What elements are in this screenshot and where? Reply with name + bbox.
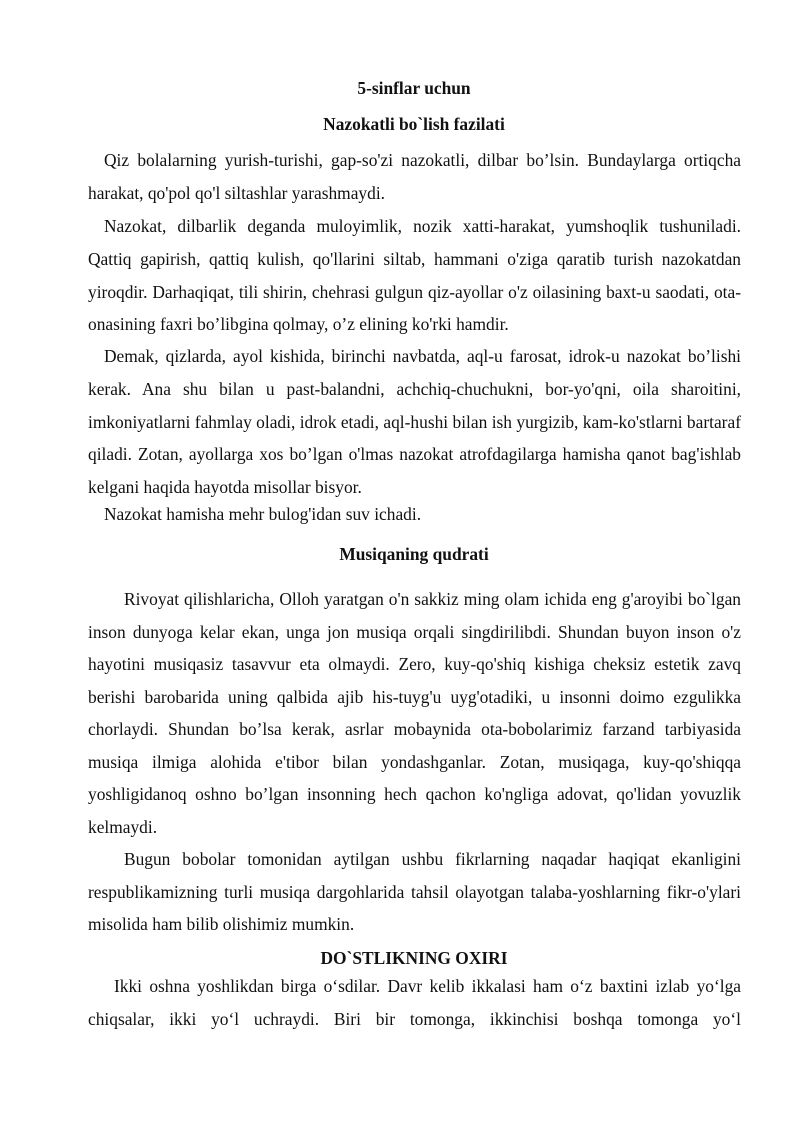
- section-title-musiqa: Musiqaning qudrati: [339, 544, 489, 564]
- paragraph: Ikki oshna yoshlikdan birga o‘sdilar. Davr kelib ikkalasi ham o‘z baxtini izlab yo‘lga chiqsalar, ikki yo‘l uchraydi. Biri bir tomonga, ikkinchisi boshqa tomonga yo‘l: [88, 976, 741, 1029]
- paragraph: Bugun bobolar tomonidan aytilgan ushbu fikrlarning naqadar haqiqat ekanligini respublikamizning turli musiqa dargohlarida tahsil olayotgan talaba-yoshlarning fikr-o'ylari misolida ham bilib olishimiz mumkin.: [88, 849, 741, 934]
- paragraph: Qiz bolalarning yurish-turishi, gap-so'zi nazokatli, dilbar bo’lsin. Bundaylarga ortiqcha harakat, qo'pol qo'l siltashlar yarashmaydi.: [88, 150, 741, 203]
- paragraph: Rivoyat qilishlaricha, Olloh yaratgan o'n sakkiz ming olam ichida eng g'aroyibi bo`lgan inson dunyoga kelar ekan, unga jon musiqa orqali singdirilibdi. Shundan buyon inson o'z hayotini musiqasiz tasavvur eta olmaydi. Zero, kuy-qo'shiq kishiga cheksiz estetik zavq berishi barobarida uning qalbida ajib his-tuyg'u uyg'otadiki, u insonni doimo ezgulikka chorlaydi. Shundan bo’lsa kerak, asrlar mobaynida ota-bobolarimiz farzand tarbiyasida musiqa ilmiga alohida e'tibor bilan yondashganlar. Zotan, musiqaga, kuy-qo'shiqqa yoshligidanoq oshno bo’lgan insonning hech qachon ko'ngliga adovat, qo'lidan yovuzlik kelmaydi.: [88, 589, 741, 837]
- section-title-nazokat: Nazokatli bo`lish fazilati: [323, 114, 505, 134]
- paragraph: Nazokat, dilbarlik deganda muloyimlik, nozik xatti-harakat, yumshoqlik tushuniladi. Qattiq gapirish, qattiq kulish, qo'llarini siltab, hammani o'ziga qaratib turish nazokatdan yiroqdir. Darhaqiqat, tili shirin, chehrasi gulgun qiz-ayollar o'z oilasining baxt-u saodati, ota-onasining faxri bo’libgina qolmay, o’z elining ko'rki hamdir.: [88, 216, 741, 335]
- grade-heading: 5-sinflar uchun: [357, 78, 471, 98]
- paragraph: Demak, qizlarda, ayol kishida, birinchi navbatda, aql-u farosat, idrok-u nazokat bo’lishi kerak. Ana shu bilan u past-balandni, achchiq-chuchukni, bor-yo'qni, oila sharoitini, imkoniyatlarni fahmlay oladi, idrok etadi, aql-hushi bilan ish yurgizib, kam-ko'stlarni bartaraf qiladi. Zotan, ayollarga xos bo’lgan o'lmas nazokat atrofdagilarga hamisha qanot bag'ishlab kelgani haqida hayotda misollar bisyor.: [88, 346, 741, 498]
- section-title-dostlik: DO`STLIKNING OXIRI: [320, 948, 508, 968]
- paragraph: Nazokat hamisha mehr bulog'idan suv ichadi.: [104, 504, 422, 524]
